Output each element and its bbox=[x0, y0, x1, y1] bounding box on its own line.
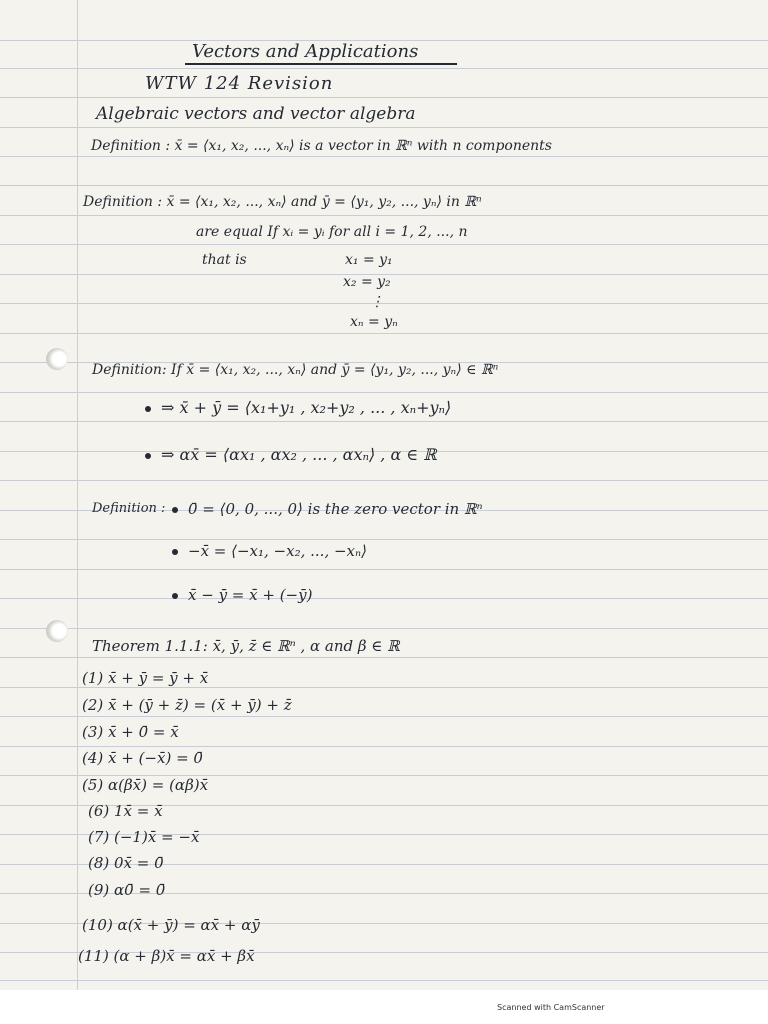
theorem-item: (6) 1x̄ = x̄ bbox=[88, 802, 163, 820]
binder-hole bbox=[46, 348, 68, 370]
ruled-line bbox=[0, 421, 768, 422]
definition-operations: Definition: If x̄ = ⟨x₁, x₂, ..., xₙ⟩ and ȳ = ⟨y₁, y₂, ..., yₙ⟩ ∈ ℝⁿ bbox=[92, 362, 499, 378]
scanner-watermark: Scanned with CamScanner bbox=[497, 1003, 605, 1012]
scan-margin bbox=[0, 990, 768, 1024]
theorem-item: (8) 0x̄ = 0̄ bbox=[88, 854, 164, 872]
theorem-item: (1) x̄ + ȳ = ȳ + x̄ bbox=[82, 669, 209, 687]
bullet-point bbox=[145, 406, 151, 412]
scalar-multiplication-formula: ⇒ αx̄ = ⟨αx₁ , αx₂ , ... , αxₙ⟩ , α ∈ ℝ bbox=[161, 445, 437, 464]
ruled-line bbox=[0, 303, 768, 304]
ruled-line bbox=[0, 97, 768, 98]
ruled-line bbox=[0, 539, 768, 540]
definition-equality: Definition : x̄ = ⟨x₁, x₂, ..., xₙ⟩ and ȳ = ⟨y₁, y₂, ..., yₙ⟩ in ℝⁿ bbox=[83, 194, 482, 210]
ruled-line bbox=[0, 480, 768, 481]
vector-subtraction-formula: x̄ − ȳ = x̄ + (−ȳ) bbox=[188, 586, 313, 604]
ruled-line bbox=[0, 156, 768, 157]
bullet-point bbox=[172, 507, 178, 513]
definition-zero-label: Definition : bbox=[92, 501, 166, 516]
theorem-item: (3) x̄ + 0̄ = x̄ bbox=[82, 723, 179, 741]
equality-component-2: x₂ = y₂ bbox=[343, 274, 391, 290]
theorem-header: Theorem 1.1.1: x̄, ȳ, z̄ ∈ ℝⁿ , α and β ∈ ℝ bbox=[92, 637, 400, 655]
ruled-line bbox=[0, 185, 768, 186]
vector-addition bbox=[145, 398, 451, 418]
theorem-item: (7) (−1)x̄ = −x̄ bbox=[88, 828, 200, 846]
ruled-line bbox=[0, 569, 768, 570]
theorem-item: (5) α(βx̄) = (αβ)x̄ bbox=[82, 776, 209, 794]
ruled-line bbox=[0, 392, 768, 393]
zero-vector-formula: 0̄ = ⟨0, 0, ..., 0⟩ is the zero vector in ℝⁿ bbox=[188, 500, 483, 518]
page-title: Vectors and Applications bbox=[192, 41, 419, 62]
theorem-item: (10) α(x̄ + ȳ) = αx̄ + αȳ bbox=[82, 916, 260, 934]
bullet-point bbox=[172, 593, 178, 599]
zero-vector bbox=[172, 499, 483, 519]
ruled-line bbox=[0, 598, 768, 599]
theorem-item: (2) x̄ + (ȳ + z̄) = (x̄ + ȳ) + z̄ bbox=[82, 696, 292, 714]
equality-component-n: xₙ = yₙ bbox=[350, 314, 398, 330]
ruled-line bbox=[0, 746, 768, 747]
ruled-line bbox=[0, 68, 768, 69]
section-heading: Algebraic vectors and vector algebra bbox=[96, 104, 416, 124]
margin-line bbox=[77, 0, 78, 990]
ruled-line bbox=[0, 127, 768, 128]
ruled-line bbox=[0, 244, 768, 245]
equality-condition: are equal If xᵢ = yᵢ for all i = 1, 2, ..., n bbox=[196, 224, 468, 240]
title-underline bbox=[185, 63, 457, 65]
vertical-ellipsis: ⋮ bbox=[370, 294, 384, 310]
bullet-point bbox=[145, 453, 151, 459]
theorem-item: (4) x̄ + (−x̄) = 0̄ bbox=[82, 749, 203, 767]
ruled-line bbox=[0, 980, 768, 981]
scalar-multiplication bbox=[145, 445, 437, 465]
ruled-line bbox=[0, 333, 768, 334]
negative-vector-formula: −x̄ = ⟨−x₁, −x₂, ..., −xₙ⟩ bbox=[188, 542, 367, 560]
that-is-label: that is bbox=[202, 252, 247, 268]
ruled-line bbox=[0, 716, 768, 717]
definition-vector: Definition : x̄ = ⟨x₁, x₂, ..., xₙ⟩ is a vector in ℝⁿ with n components bbox=[91, 138, 552, 154]
vector-subtraction bbox=[172, 585, 312, 605]
equality-component-1: x₁ = y₁ bbox=[345, 252, 393, 268]
ruled-line bbox=[0, 628, 768, 629]
page-subtitle: WTW 124 Revision bbox=[145, 73, 334, 94]
theorem-item: (9) α0̄ = 0̄ bbox=[88, 881, 166, 899]
ruled-line bbox=[0, 215, 768, 216]
bullet-point bbox=[172, 549, 178, 555]
ruled-line bbox=[0, 657, 768, 658]
negative-vector bbox=[172, 541, 367, 561]
theorem-item: (11) (α + β)x̄ = αx̄ + βx̄ bbox=[78, 947, 255, 965]
binder-hole bbox=[46, 620, 68, 642]
vector-addition-formula: ⇒ x̄ + ȳ = ⟨x₁+y₁ , x₂+y₂ , ... , xₙ+yₙ⟩ bbox=[161, 398, 452, 417]
